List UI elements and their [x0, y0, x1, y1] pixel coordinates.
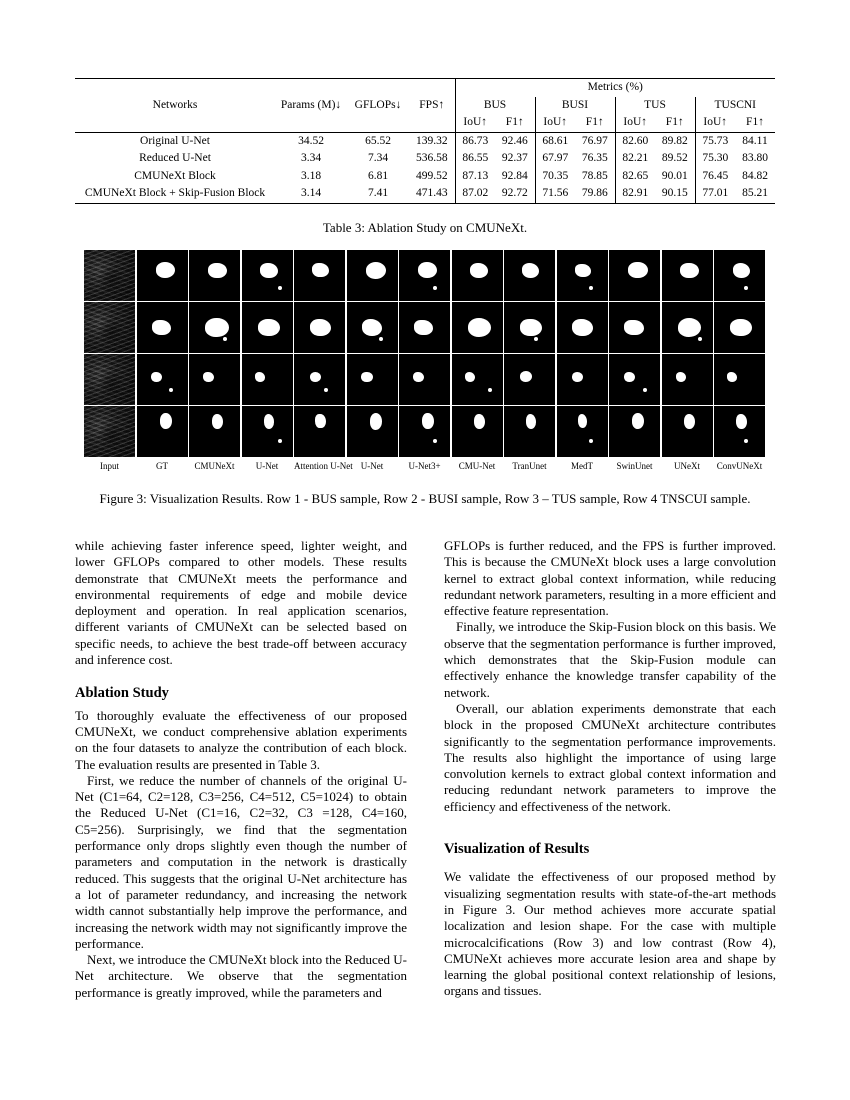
segmentation-mask: [504, 406, 555, 457]
paragraph: To thoroughly evaluate the effectiveness of our proposed CMUNeXt, we conduct comprehensive ablation experiments on the four datasets to analyze the contribution of each block. The evaluation results are presented in Table 3.: [75, 707, 407, 772]
segmentation-mask: [557, 302, 608, 353]
lesion-mask-shape: [468, 318, 491, 336]
metric-cell: 89.52: [661, 152, 688, 165]
segmentation-mask: [609, 302, 660, 353]
segmentation-mask: [399, 406, 450, 457]
segmentation-mask: [557, 354, 608, 405]
header-f1: F1↑: [655, 114, 695, 132]
figure-column-label: SwinUnet: [616, 461, 653, 471]
lesion-mask-shape: [575, 264, 591, 278]
metric-cell: 84.82: [742, 169, 768, 182]
metric-cell: 76.97: [581, 134, 608, 147]
segmentation-mask: [662, 302, 713, 353]
table-row: [75, 150, 775, 168]
segmentation-mask: [399, 354, 450, 405]
lesion-mask-shape: [736, 414, 747, 429]
header-iou: IoU↑: [535, 114, 575, 132]
ultrasound-input-image: [84, 302, 135, 353]
lesion-mask-shape: [624, 372, 635, 382]
lesion-mask-shape: [578, 414, 588, 428]
lesion-mask-shape: [160, 413, 172, 429]
segmentation-mask: [609, 406, 660, 457]
lesion-mask-shape: [526, 414, 536, 428]
header-iou: IoU↑: [455, 114, 495, 132]
left-column: [75, 538, 407, 1001]
lesion-mask-shape: [733, 263, 751, 278]
segmentation-mask: [242, 354, 293, 405]
metric-cell: 87.13: [455, 168, 495, 186]
lesion-mask-shape: [370, 413, 382, 429]
metric-cell: 83.80: [742, 152, 768, 165]
segmentation-mask: [714, 354, 765, 405]
segmentation-mask: [137, 302, 188, 353]
lesion-mask-shape: [205, 318, 229, 337]
lesion-mask-shape: [520, 319, 542, 337]
metric-cell: 92.72: [495, 185, 535, 203]
ultrasound-input-image: [84, 354, 135, 405]
segmentation-mask: [347, 302, 398, 353]
segmentation-mask: [452, 406, 503, 457]
figure-column-labels: [84, 461, 764, 475]
header-dataset-tus: TUS: [615, 97, 695, 115]
table-caption: Table 3: Ablation Study on CMUNeXt.: [322, 220, 528, 235]
figure-column-label: Input: [100, 461, 119, 471]
lesion-fragment: [534, 337, 538, 341]
metric-cell: 76.35: [581, 152, 608, 165]
lesion-mask-shape: [312, 263, 329, 277]
metric-cell: 89.82: [661, 134, 688, 147]
lesion-mask-shape: [470, 263, 488, 278]
lesion-mask-shape: [730, 319, 752, 337]
header-iou: IoU↑: [615, 114, 655, 132]
figure-column-label: U-Net: [360, 461, 384, 471]
segmentation-mask: [399, 250, 450, 301]
segmentation-mask: [662, 250, 713, 301]
fps-cell: 536.58: [415, 152, 448, 165]
lesion-fragment: [324, 388, 328, 392]
segmentation-mask: [662, 354, 713, 405]
lesion-mask-shape: [684, 414, 695, 429]
header-dataset-bus: BUS: [455, 97, 535, 115]
segmentation-mask: [189, 406, 240, 457]
lesion-fragment: [488, 388, 492, 392]
metric-cell: 79.86: [575, 185, 615, 203]
lesion-mask-shape: [362, 319, 382, 335]
metric-cell: 71.56: [535, 185, 575, 203]
params-cell: 3.34: [300, 152, 322, 165]
header-networks: Networks: [75, 79, 275, 133]
lesion-mask-shape: [310, 372, 322, 383]
lesion-mask-shape: [151, 372, 162, 382]
lesion-mask-shape: [255, 372, 265, 381]
lesion-mask-shape: [572, 372, 584, 383]
lesion-mask-shape: [474, 414, 485, 429]
params-cell: 3.14: [275, 185, 347, 203]
segmentation-mask: [242, 406, 293, 457]
lesion-mask-shape: [680, 263, 699, 278]
segmentation-mask: [189, 250, 240, 301]
segmentation-mask: [504, 354, 555, 405]
fps-cell: 471.43: [409, 185, 455, 203]
segmentation-mask: [294, 406, 345, 457]
lesion-mask-shape: [315, 414, 325, 428]
lesion-mask-shape: [203, 372, 213, 382]
paragraph: Finally, we introduce the Skip-Fusion block on this basis. We observe that the segmentation performance is further improved, which demonstrates that the Skip-Fusion module can effectively enhance the knowledge transfer capability of the network.: [444, 619, 776, 700]
lesion-mask-shape: [208, 263, 227, 278]
lesion-fragment: [643, 388, 647, 392]
figure-column-label: TranUnet: [512, 461, 547, 471]
metric-cell: 76.45: [695, 168, 735, 186]
lesion-fragment: [744, 286, 748, 290]
figure-column-label: UNeXt: [674, 461, 700, 471]
segmentation-mask: [399, 302, 450, 353]
segmentation-mask: [294, 302, 345, 353]
header-dataset-tuscni: TUSCNI: [695, 97, 775, 115]
header-params: Params (M)↓: [275, 79, 347, 133]
lesion-mask-shape: [418, 262, 437, 278]
table-row: [75, 185, 775, 203]
header-f1: F1↑: [495, 114, 535, 132]
segmentation-mask: [137, 406, 188, 457]
lesion-fragment: [223, 337, 227, 341]
metric-cell: 70.35: [535, 168, 575, 186]
lesion-mask-shape: [212, 414, 223, 429]
paragraph: GFLOPs is further reduced, and the FPS is further improved. This is because the CMUNeXt block uses a large convolution kernel to extract global context information, while reducing redundant network parameters, resulting in a more efficient and effective feature representation.: [444, 538, 776, 619]
section-heading-ablation: Ablation Study: [75, 685, 169, 702]
paragraph: First, we reduce the number of channels of the original U-Net (C1=64, C2=128, C3=256, C4=512, C5=1024) to obtain the Reduced U-Net (C1=16, C2=32, C3 =128, C4=160, C5=256). Surprisingly, we find that the segmentation performance only drops slightly even though the number of parameters and computation in the network is drastically reduced. This suggests that the original U-Net architecture has a lot of parameter redundancy, and increasing the network width cannot substantially help improve the performance, and increasing the network width may not significantly improve the performance.: [75, 772, 407, 951]
figure-column-label: MedT: [571, 461, 593, 471]
metric-cell: 68.61: [535, 132, 575, 150]
segmentation-mask: [662, 406, 713, 457]
segmentation-mask: [609, 250, 660, 301]
figure-column-label: GT: [156, 461, 168, 471]
metric-cell: 90.15: [655, 185, 695, 203]
header-gflops: GFLOPs↓: [347, 79, 409, 133]
fps-cell: 499.52: [415, 169, 448, 182]
segmentation-mask: [137, 250, 188, 301]
lesion-mask-shape: [520, 371, 532, 382]
segmentation-mask: [609, 354, 660, 405]
lesion-mask-shape: [628, 262, 648, 278]
right-column: [444, 538, 776, 1000]
gflops-cell: 7.41: [347, 185, 409, 203]
segmentation-mask: [347, 354, 398, 405]
lesion-mask-shape: [572, 319, 593, 336]
header-metrics: Metrics (%): [455, 79, 775, 97]
segmentation-mask: [347, 250, 398, 301]
segmentation-mask: [557, 406, 608, 457]
segmentation-mask: [714, 302, 765, 353]
segmentation-mask: [714, 406, 765, 457]
network-name-cell: CMUNeXt Block: [134, 169, 216, 182]
lesion-mask-shape: [258, 319, 280, 337]
gflops-cell: 65.52: [365, 134, 391, 147]
figure-column-label: Attention U-Net: [294, 461, 353, 471]
ultrasound-input-image: [84, 406, 135, 457]
lesion-fragment: [744, 439, 748, 443]
lesion-mask-shape: [310, 319, 331, 336]
figure-column-label: CMU-Net: [458, 461, 496, 471]
segmentation-mask: [347, 406, 398, 457]
segmentation-mask: [452, 354, 503, 405]
segmentation-mask: [557, 250, 608, 301]
segmentation-mask: [294, 354, 345, 405]
lesion-fragment: [589, 439, 593, 443]
lesion-mask-shape: [678, 318, 702, 337]
segmentation-mask: [504, 302, 555, 353]
metric-cell: 78.85: [581, 169, 608, 182]
lesion-fragment: [589, 286, 593, 290]
paragraph: while achieving faster inference speed, lighter weight, and lower GFLOPs compared to other models. These results demonstrate that CMUNeXt meets the performance and environmental requirements of edge and mobile device deployment and operation. In real application scenarios, different variants of CMUNeXt can be selected based on specific needs, to achieve the best trade-off between accuracy and inference cost.: [75, 538, 407, 668]
paragraph: Overall, our ablation experiments demonstrate that each block in the proposed CMUNeXt architecture contributes significantly to the segmentation performance improvements. The results also highlight the importance of using large convolution kernels to extract global context information and reducing redundant network parameters to improve the efficiency and effectiveness of the network.: [444, 700, 776, 814]
figure-column-label: U-Net3+: [408, 461, 441, 471]
lesion-mask-shape: [156, 262, 176, 278]
table-row: [75, 168, 775, 186]
segmentation-mask: [242, 302, 293, 353]
segmentation-mask: [189, 302, 240, 353]
segmentation-mask: [189, 354, 240, 405]
header-iou: IoU↑: [695, 114, 735, 132]
lesion-mask-shape: [465, 372, 475, 381]
metric-cell: 90.01: [661, 169, 688, 182]
lesion-mask-shape: [152, 320, 171, 336]
figure-column-label: U-Net: [255, 461, 279, 471]
figure-column-label: CMUNeXt: [194, 461, 235, 471]
network-name-cell: Reduced U-Net: [139, 152, 211, 165]
metric-cell: 75.73: [695, 132, 735, 150]
lesion-mask-shape: [366, 262, 386, 278]
metric-cell: 77.01: [695, 185, 735, 203]
lesion-mask-shape: [632, 413, 644, 429]
metric-cell: 86.73: [455, 132, 495, 150]
header-fps: FPS↑: [409, 79, 455, 133]
metric-cell: 87.02: [455, 185, 495, 203]
params-cell: 34.52: [298, 134, 324, 147]
visualization-figure: [84, 250, 764, 458]
metric-cell: 85.21: [735, 185, 775, 203]
lesion-mask-shape: [522, 263, 539, 277]
lesion-fragment: [379, 337, 383, 341]
lesion-fragment: [278, 286, 282, 290]
network-name-cell: Original U-Net: [140, 134, 210, 147]
fps-cell: 139.32: [415, 134, 448, 147]
figure-caption: Figure 3: Visualization Results. Row 1 - BUS sample, Row 2 - BUSI sample, Row 3 – TUS sample, Row 4 TNSCUI sample.: [99, 491, 751, 506]
metric-cell: 92.84: [501, 169, 528, 182]
metric-cell: 67.97: [535, 150, 575, 168]
metric-cell: 82.60: [615, 132, 655, 150]
lesion-mask-shape: [413, 372, 424, 382]
lesion-mask-shape: [727, 372, 737, 381]
segmentation-mask: [714, 250, 765, 301]
lesion-fragment: [433, 439, 437, 443]
lesion-mask-shape: [264, 414, 275, 429]
metric-cell: 86.55: [455, 150, 495, 168]
lesion-mask-shape: [361, 372, 372, 382]
metric-cell: 82.21: [615, 150, 655, 168]
header-f1: F1↑: [575, 114, 615, 132]
lesion-mask-shape: [414, 320, 433, 336]
lesion-fragment: [169, 388, 173, 392]
lesion-mask-shape: [676, 372, 686, 382]
segmentation-mask: [294, 250, 345, 301]
segmentation-mask: [452, 302, 503, 353]
header-dataset-busi: BUSI: [535, 97, 615, 115]
lesion-mask-shape: [260, 263, 278, 278]
paragraph: We validate the effectiveness of our proposed method by visualizing segmentation results with state-of-the-art methods in Figure 3. Our method achieves more accurate spatial localization and lesion shape. For the case with multiple microcalcifications (Row 3) and low contrast (Row 4), CMUNeXt achieves more accurate lesion area and shape by learning the global positional context relationship of lesions, organs and tissues.: [444, 869, 776, 999]
lesion-mask-shape: [624, 320, 643, 336]
figure-column-label: ConvUNeXt: [716, 461, 763, 471]
gflops-cell: 6.81: [367, 169, 389, 182]
segmentation-mask: [504, 250, 555, 301]
lesion-mask-shape: [422, 413, 434, 429]
network-name-cell: CMUNeXt Block + Skip-Fusion Block: [75, 185, 275, 203]
segmentation-mask: [452, 250, 503, 301]
gflops-cell: 7.34: [367, 152, 389, 165]
metric-cell: 82.91: [615, 185, 655, 203]
ablation-table-grid: [75, 78, 775, 204]
header-f1: F1↑: [735, 114, 775, 132]
lesion-fragment: [433, 286, 437, 290]
metric-cell: 82.65: [615, 168, 655, 186]
lesion-fragment: [278, 439, 282, 443]
section-heading-visualization: Visualization of Results: [444, 841, 590, 858]
metric-cell: 92.46: [501, 134, 528, 147]
params-cell: 3.18: [300, 169, 322, 182]
lesion-fragment: [698, 337, 702, 341]
table-row: [75, 132, 775, 150]
segmentation-mask: [242, 250, 293, 301]
ultrasound-input-image: [84, 250, 135, 301]
metric-cell: 75.30: [695, 150, 735, 168]
metric-cell: 84.11: [742, 134, 768, 147]
metric-cell: 92.37: [501, 152, 528, 165]
segmentation-mask: [137, 354, 188, 405]
paragraph: Next, we introduce the CMUNeXt block into the Reduced U-Net architecture. We observe that the segmentation performance is greatly improved, while the parameters and: [75, 952, 407, 1000]
ablation-table: [75, 78, 775, 204]
